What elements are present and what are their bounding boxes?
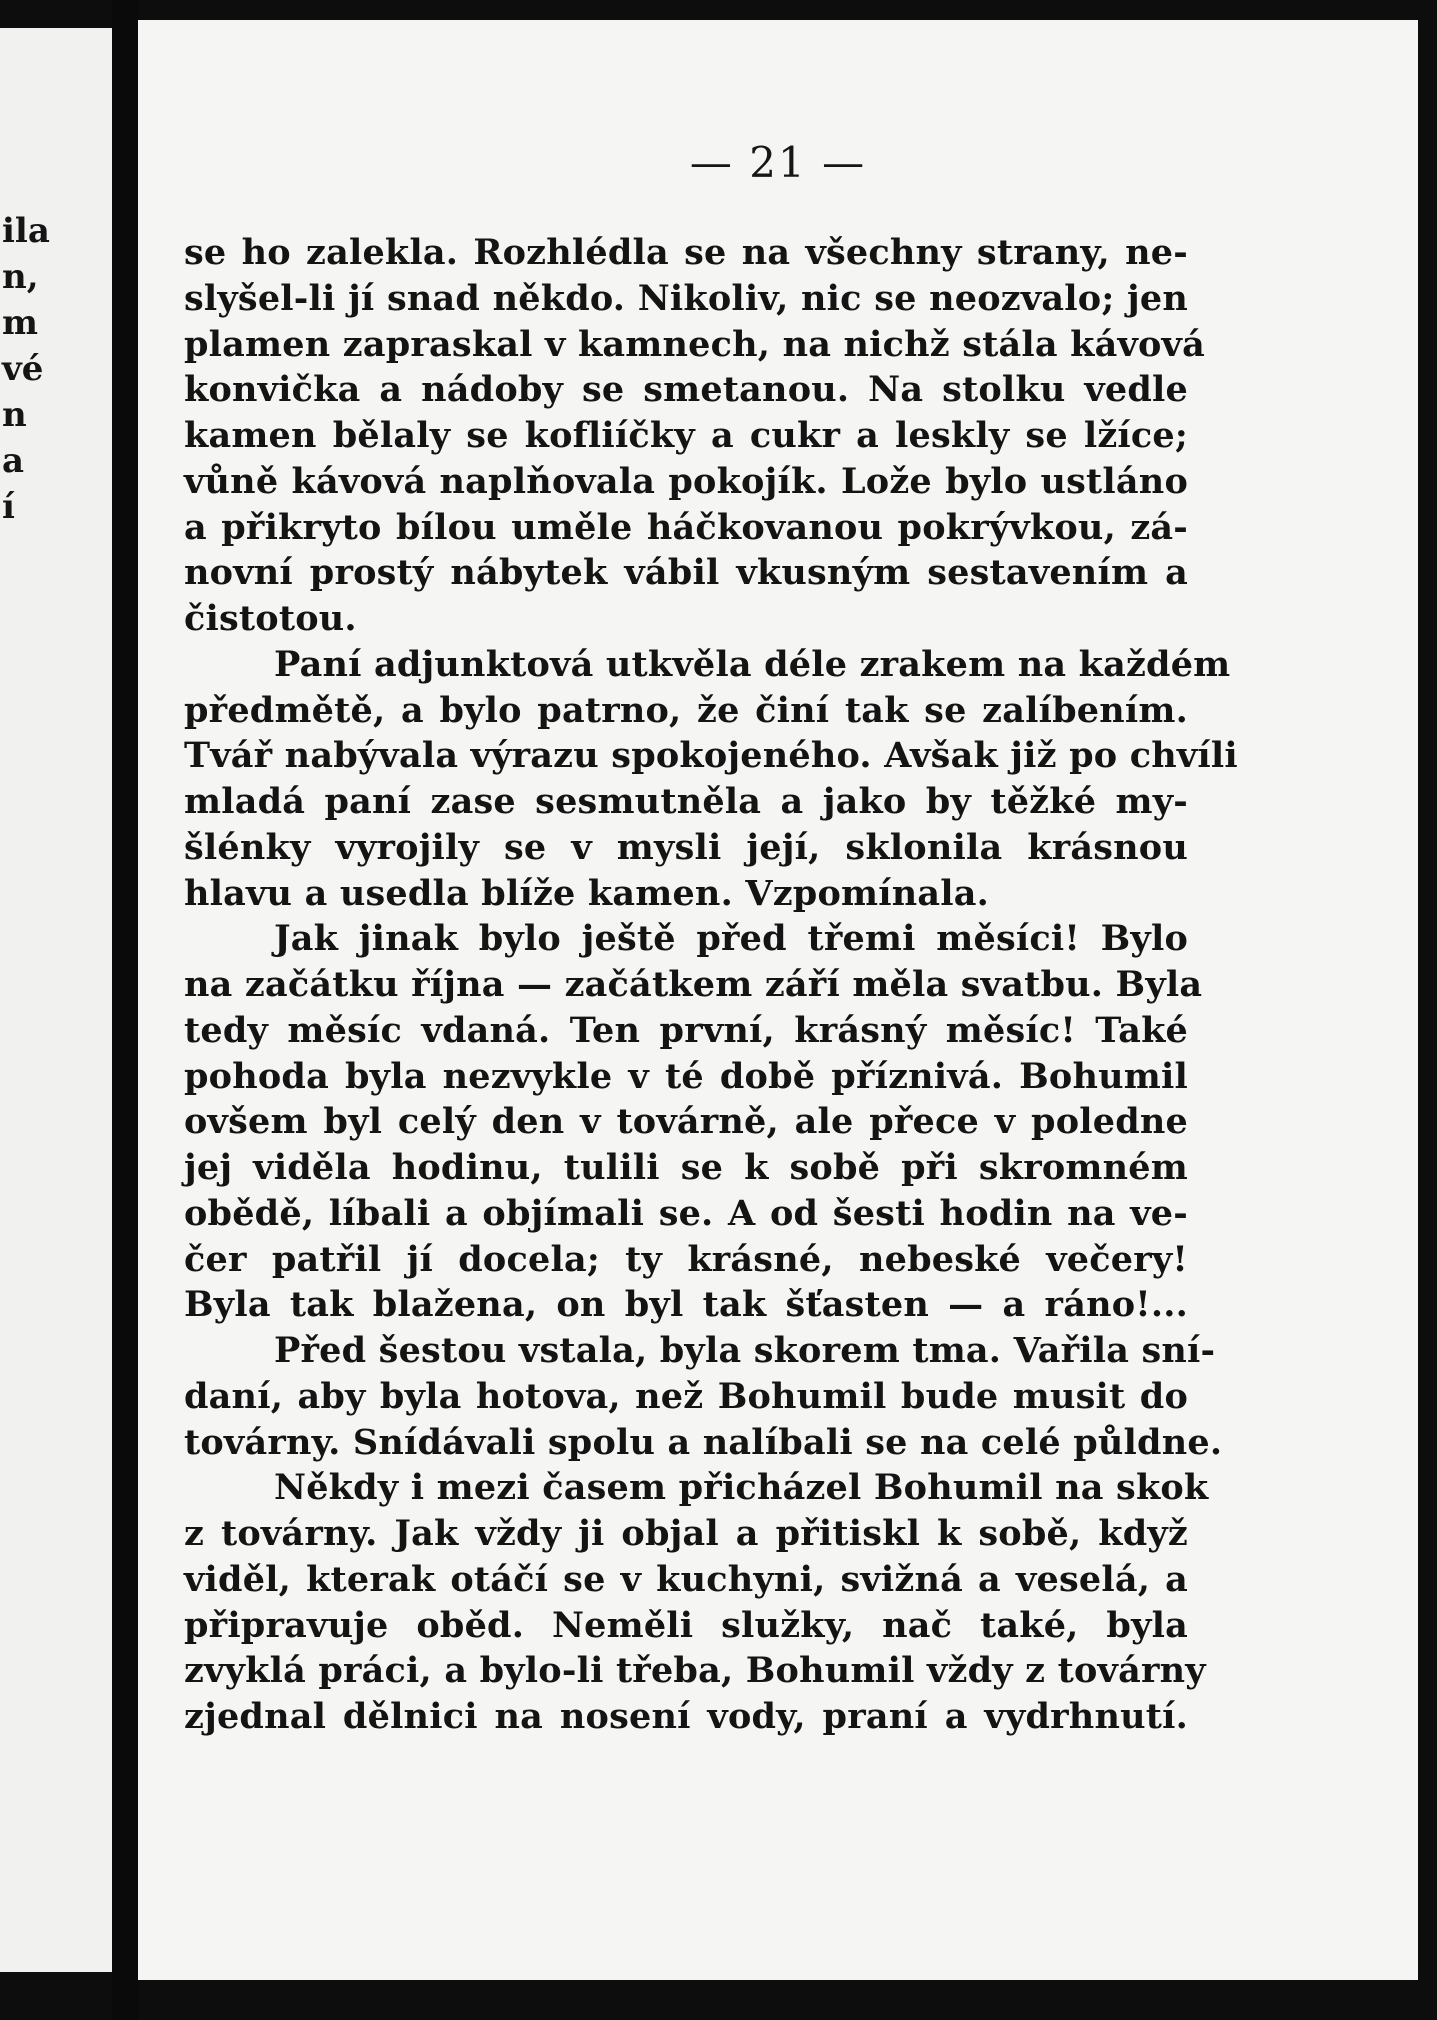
text-line: Byla tak blažena, on byl tak šťasten — a ráno!...: [184, 1284, 1188, 1326]
left-page-fragment: m: [2, 303, 38, 343]
text-line: a přikryto bílou uměle háčkovanou pokrývkou, zá-: [184, 506, 1188, 548]
text-line: Před šestou vstala, byla skorem tma. Vařila sní-: [274, 1330, 1216, 1371]
left-page-text-fragments: [2, 208, 50, 530]
book-spine: [112, 0, 138, 2020]
text-line: kamen bělaly se kofliíčky a cukr a leskly se lžíce;: [184, 415, 1188, 456]
text-line: čer patřil jí docela; ty krásné, nebeské večery!: [184, 1238, 1188, 1280]
text-line: Paní adjunktová utkvěla déle zrakem na každém: [274, 643, 1231, 685]
left-page-fragment: í: [2, 487, 15, 527]
left-page-fragment: n: [2, 395, 27, 435]
text-line: ovšem byl celý den v továrně, ale přece v poledne: [184, 1101, 1188, 1143]
text-line: konvička a nádoby se smetanou. Na stolku vedle: [184, 369, 1188, 411]
text-line: připravuje oběd. Neměli služky, nač také, byla: [184, 1604, 1188, 1646]
text-line: slyšel-li jí snad někdo. Nikoliv, nic se neozvalo; jen: [184, 277, 1188, 319]
text-line: tedy měsíc vdaná. Ten první, krásný měsíc! Také: [184, 1009, 1188, 1051]
left-page-fragment: vé: [2, 349, 44, 389]
left-page-fragment: ila: [2, 211, 50, 251]
text-line: na začátku října — začátkem září měla svatbu. Byla: [184, 964, 1203, 1005]
text-line: Jak jinak bylo ještě před třemi měsíci! Bylo: [274, 918, 1188, 960]
text-line: se ho zalekla. Rozhlédla se na všechny strany, ne-: [184, 232, 1188, 273]
text-line: továrny. Snídávali spolu a nalíbali se na celé půldne.: [184, 1421, 1223, 1463]
text-line: novní prostý nábytek vábil vkusným sestavením a: [184, 552, 1188, 594]
text-line: zjednal dělnici na nosení vody, praní a vydrhnutí.: [184, 1696, 1188, 1737]
text-line: viděl, kterak otáčí se v kuchyni, svižná a veselá, a: [184, 1558, 1188, 1600]
text-line: Někdy i mezi časem přicházel Bohumil na skok: [274, 1467, 1209, 1509]
left-page-fragment: n,: [2, 257, 39, 297]
left-page-edge: [0, 28, 112, 1972]
text-line: čistotou.: [184, 598, 357, 639]
text-line: plamen zapraskal v kamnech, na nichž stála kávová: [184, 323, 1205, 365]
text-line: mladá paní zase sesmutněla a jako by těžké my-: [184, 781, 1188, 822]
text-line: zvyklá práci, a bylo-li třeba, Bohumil vždy z továrny: [184, 1650, 1206, 1692]
text-line: Tvář nabývala výrazu spokojeného. Avšak již po chvíli: [184, 735, 1238, 777]
text-line: hlavu a usedla blíže kamen. Vzpomínala.: [184, 872, 990, 914]
body-text: [184, 230, 1238, 1740]
book-page: [138, 20, 1418, 1980]
text-line: předmětě, a bylo patrno, že činí tak se zalíbením.: [184, 689, 1188, 731]
page-number: — 21 —: [689, 138, 867, 187]
text-line: pohoda byla nezvykle v té době příznivá. Bohumil: [184, 1055, 1188, 1097]
text-line: šlénky vyrojily se v mysli její, sklonila krásnou: [184, 826, 1188, 868]
text-line: vůně kávová naplňovala pokojík. Lože bylo ustláno: [184, 460, 1188, 502]
left-page-fragment: a: [2, 441, 25, 481]
text-line: daní, aby byla hotova, než Bohumil bude musit do: [184, 1375, 1188, 1417]
text-line: z továrny. Jak vždy ji objal a přitiskl k sobě, když: [184, 1513, 1188, 1554]
text-line: jej viděla hodinu, tulili se k sobě při skromném: [184, 1147, 1188, 1188]
text-line: obědě, líbali a objímali se. A od šesti hodin na ve-: [184, 1192, 1188, 1234]
